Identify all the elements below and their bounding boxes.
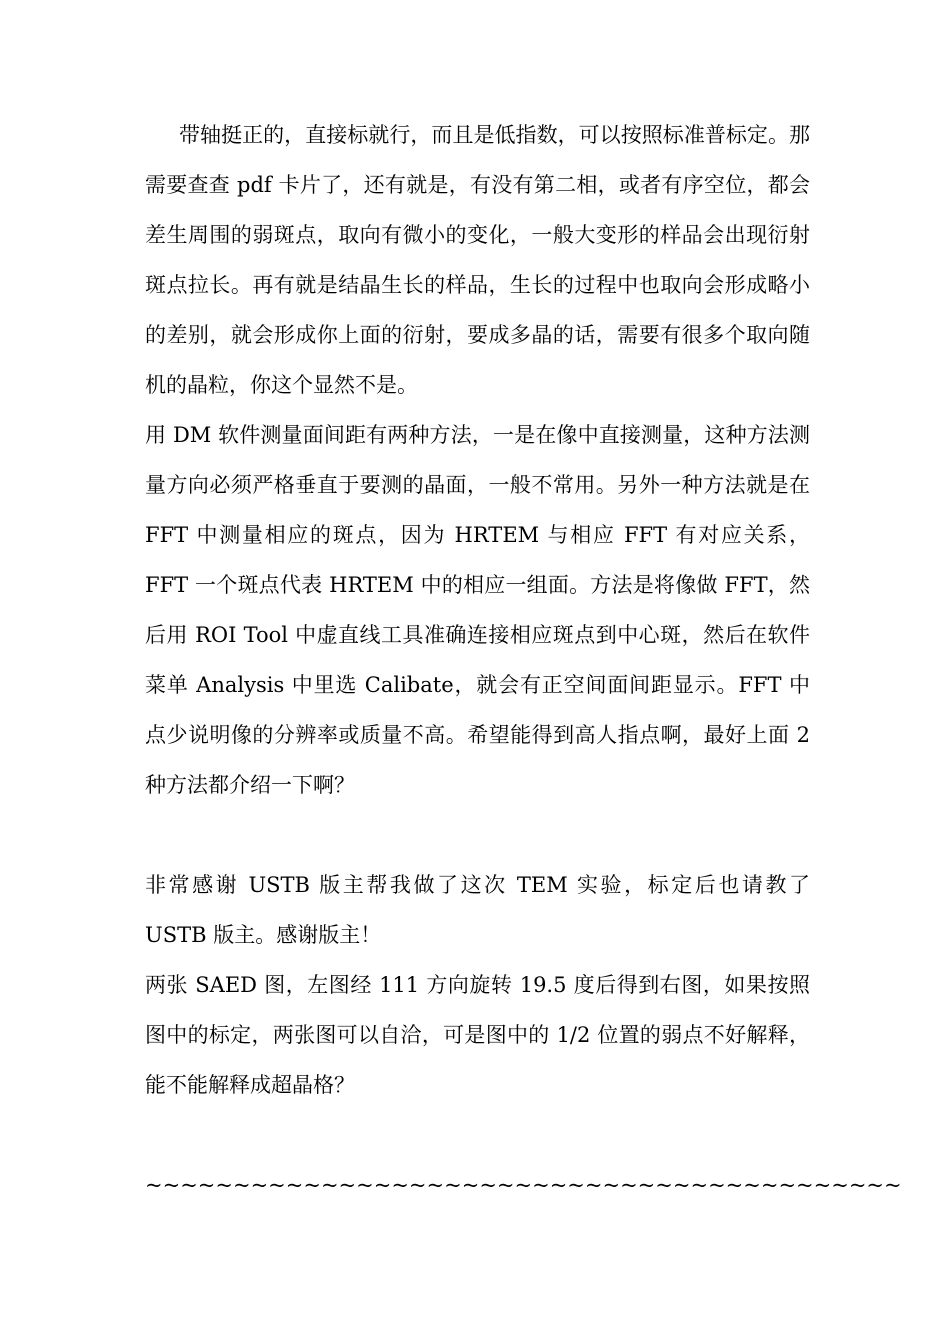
blank-line <box>145 810 810 860</box>
tilde-separator: ~~~~~~~~~~~~~~~~~~~~~~~~~~~~~~~~~~~~~~~~~~~ <box>145 1173 902 1197</box>
paragraph-dm-measurement: 用 DM 软件测量面间距有两种方法，一是在像中直接测量，这种方法测量方向必须严格垂直于要测的晶面，一般不常用。另外一种方法就是在 FFT 中测量相应的斑点，因为 HRTEM 与相应 FFT 有对应关系，FFT 一个斑点代表 HRTEM 中的相应一组面。方法是将像做 FFT，然后用 ROI Tool 中虚直线工具准确连接相应斑点到中心斑，然后在软件菜单 Analysis 中里选 Calibate，就会有正空间面间距显示。FFT 中点少说明像的分辨率或质量不高。希望能得到高人指点啊，最好上面 2 种方法都介绍一下啊？ <box>145 423 810 797</box>
paragraph-thanks: 非常感谢 USTB 版主帮我做了这次 TEM 实验，标定后也请教了 USTB 版主。感谢版主！ <box>145 873 810 947</box>
paragraph-answer-diffraction: 带轴挺正的，直接标就行，而且是低指数，可以按照标准普标定。那需要查查 pdf 卡片了，还有就是，有没有第二相，或者有序空位，都会差生周围的弱斑点，取向有微小的变化，一般大变形的样品会出现衍射斑点拉长。再有就是结晶生长的样品，生长的过程中也取向会形成略小的差别，就会形成你上面的衍射，要成多晶的话，需要有很多个取向随机的晶粒，你这个显然不是。 <box>145 123 810 397</box>
paragraph-saed-question: 两张 SAED 图，左图经 111 方向旋转 19.5 度后得到右图，如果按照图中的标定，两张图可以自洽，可是图中的 1/2 位置的弱点不好解释，能不能解释成超晶格？ <box>145 973 810 1097</box>
document-body <box>145 110 810 1110</box>
